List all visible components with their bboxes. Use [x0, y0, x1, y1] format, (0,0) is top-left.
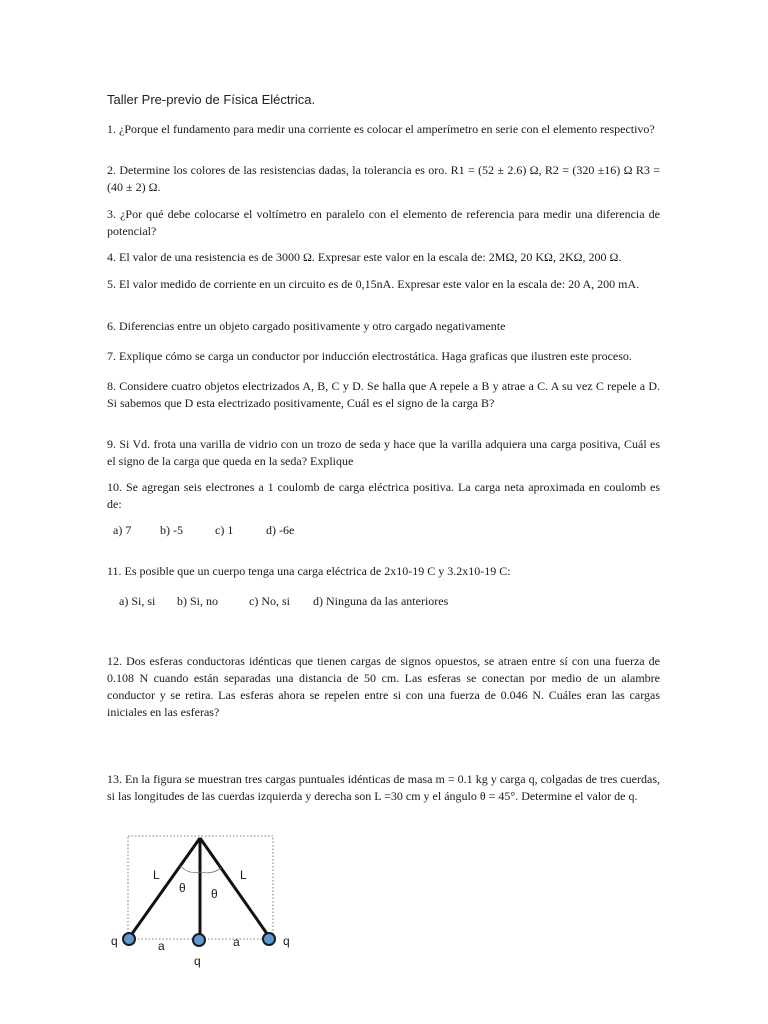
- option-11-a: a) Si, si: [119, 594, 156, 608]
- question-4: 4. El valor de una resistencia es de 3000 Ω. Expresar este valor en la escala de: 2MΩ, 20 KΩ, 2KΩ, 200 Ω.: [107, 250, 622, 264]
- question-8: 8. Considere cuatro objetos electrizados A, B, C y D. Se halla que A repele a B y atrae a C. A su vez C repele a D. Si sabemos que D esta electrizado positivamente, Cuál es el signo de la carga B?: [107, 379, 660, 410]
- label-a-left: a: [158, 939, 165, 953]
- label-a-right: a: [233, 935, 240, 949]
- question-9: 9. Si Vd. frota una varilla de vidrio con un trozo de seda y hace que la varilla adquiera una carga positiva, Cuál es el signo de la carga que queda en la seda? Explique: [107, 437, 660, 468]
- question-1: 1. ¿Porque el fundamento para medir una corriente es colocar el amperímetro en serie con el elemento respectivo?: [107, 122, 655, 136]
- charge-right: [263, 933, 275, 945]
- charge-center: [193, 934, 205, 946]
- label-L-left: L: [153, 868, 160, 882]
- option-10-c: c) 1: [215, 523, 234, 537]
- option-10-b: b) -5: [160, 523, 183, 537]
- question-5: 5. El valor medido de corriente en un circuito es de 0,15nA. Expresar este valor en la escala de: 20 A, 200 mA.: [107, 277, 640, 291]
- question-13: 13. En la figura se muestran tres cargas puntuales idénticas de masa m = 0.1 kg y carga q, colgadas de tres cuerdas, si las longitudes de las cuerdas izquierda y derecha son L =30 cm y el ángulo θ = 45°. Determine el valor de q.: [107, 772, 660, 803]
- question-3: 3. ¿Por qué debe colocarse el voltímetro en paralelo con el elemento de referencia para medir una diferencia de potencial?: [107, 207, 660, 238]
- label-q-right: q: [283, 934, 290, 948]
- hanging-charges-figure: [105, 828, 305, 973]
- option-11-c: c) No, si: [249, 594, 290, 608]
- label-theta-left: θ: [179, 881, 186, 895]
- angle-arc-right: [200, 868, 221, 873]
- label-q-center: q: [194, 954, 201, 968]
- question-6: 6. Diferencias entre un objeto cargado positivamente y otro cargado negativamente: [107, 319, 506, 333]
- label-L-right: L: [240, 868, 247, 882]
- question-12: 12. Dos esferas conductoras idénticas que tienen cargas de signos opuestos, se atraen entre sí con una fuerza de 0.108 N cuando están separadas una distancia de 50 cm. Las esferas se conectan por medio de un alambre conductor y se retira. Las esferas ahora se repelen entre si con una fuerza de 0.046 N. Cuáles eran las cargas iniciales en las esferas?: [107, 654, 660, 719]
- label-q-left: q: [111, 934, 118, 948]
- question-11: 11. Es posible que un cuerpo tenga una carga eléctrica de 2x10-19 C y 3.2x10-19 C:: [107, 564, 511, 578]
- option-11-b: b) Si, no: [177, 594, 219, 608]
- charge-left: [123, 933, 135, 945]
- angle-arc-left: [180, 866, 200, 873]
- question-7: 7. Explique cómo se carga un conductor por inducción electrostática. Haga graficas que ilustren este proceso.: [107, 349, 632, 363]
- option-11-d: d) Ninguna da las anteriores: [313, 594, 449, 608]
- document-title: Taller Pre-previo de Física Eléctrica.: [107, 92, 316, 107]
- option-10-a: a) 7: [113, 523, 132, 537]
- options-question-10: [113, 522, 294, 538]
- question-10: 10. Se agregan seis electrones a 1 coulomb de carga eléctrica positiva. La carga neta aproximada en coulomb es de:: [107, 480, 660, 511]
- options-question-11: [119, 593, 448, 609]
- question-2: 2. Determine los colores de las resistencias dadas, la tolerancia es oro. R1 = (52 ± 2.6) Ω, R2 = (320 ±16) Ω R3 = (40 ± 2) Ω.: [107, 163, 660, 194]
- option-10-d: d) -6e: [266, 523, 295, 537]
- label-theta-right: θ: [211, 887, 218, 901]
- string-left: [129, 838, 200, 938]
